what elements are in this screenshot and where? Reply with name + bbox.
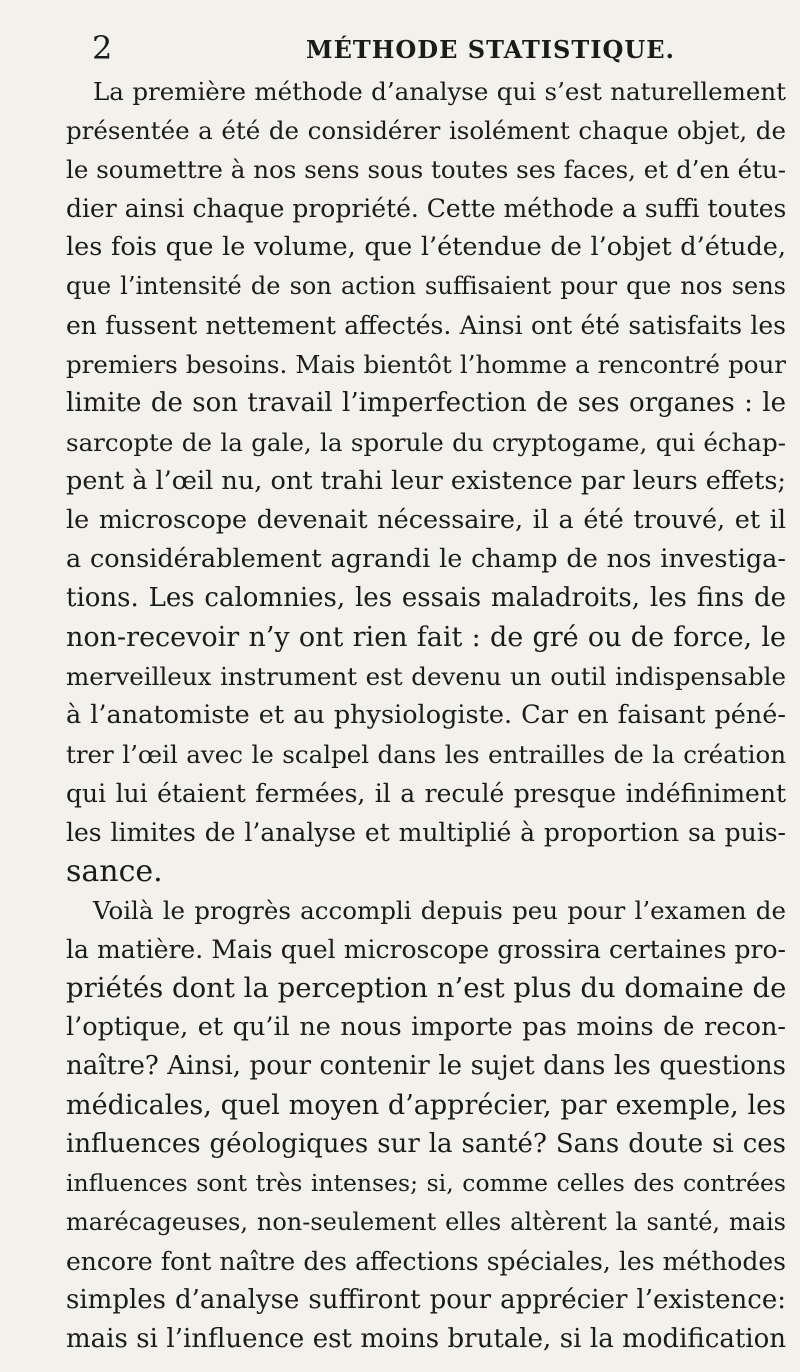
text-line: en fussent nettement affectés. Ainsi ont été satisfaits les: [66, 311, 786, 340]
text-line: a considérablement agrandi le champ de nos investiga-: [66, 544, 786, 574]
text-line: les limites de l’analyse et multiplié à proportion sa puis-: [66, 818, 786, 847]
text-line: non-recevoir n’y ont rien fait : de gré ou de force, le: [66, 622, 786, 653]
text-line: qui lui étaient fermées, il a reculé presque indéfiniment: [66, 779, 786, 808]
text-line: à l’anatomiste et au physiologiste. Car en faisant péné-: [66, 700, 786, 730]
page-header: [66, 28, 786, 68]
text-line: influences sont très intenses; si, comme celles des contrées: [66, 1169, 786, 1197]
text-line: présentée a été de considérer isolément chaque objet, de: [66, 116, 786, 145]
text-line: le soumettre à nos sens sous toutes ses faces, et d’en étu-: [66, 155, 786, 184]
text-line: influences géologiques sur la santé? Sans doute si ces: [66, 1129, 786, 1159]
text-line: simples d’analyse suffiront pour apprécier l’existence:: [66, 1285, 786, 1315]
body-text: [66, 72, 786, 1359]
text-line: premiers besoins. Mais bientôt l’homme a rencontré pour: [66, 350, 786, 379]
text-line: sarcopte de la gale, la sporule du cryptogame, qui échap-: [66, 428, 786, 457]
text-line: limite de son travail l’imperfection de ses organes : le: [66, 388, 786, 418]
text-line: tions. Les calomnies, les essais maladroits, les fins de: [66, 583, 786, 613]
text-line: trer l’œil avec le scalpel dans les entrailles de la création: [66, 740, 786, 769]
text-line: marécageuses, non-seulement elles altèrent la santé, mais: [66, 1208, 786, 1236]
text-line: la matière. Mais quel microscope grossira certaines pro-: [66, 935, 786, 964]
text-line: naître? Ainsi, pour contenir le sujet dans les questions: [66, 1051, 786, 1081]
text-line: les fois que le volume, que l’étendue de l’objet d’étude,: [66, 232, 786, 262]
text-line: l’optique, et qu’il ne nous importe pas moins de recon-: [66, 1012, 786, 1042]
text-line: dier ainsi chaque propriété. Cette méthode a suffi toutes: [66, 194, 787, 223]
running-title: MÉTHODE STATISTIQUE.: [306, 35, 675, 64]
page-number: 2: [92, 29, 113, 67]
text-line: encore font naître des affections spéciales, les méthodes: [66, 1247, 786, 1276]
text-line: le microscope devenait nécessaire, il a été trouvé, et il: [66, 505, 786, 535]
text-line: La première méthode d’analyse qui s’est naturellement: [93, 77, 786, 106]
text-line: Voilà le progrès accompli depuis peu pour l’examen de: [93, 896, 786, 925]
text-line: priétés dont la perception n’est plus du domaine de: [66, 972, 787, 1004]
text-line: sance.: [66, 854, 163, 889]
text-line: médicales, quel moyen d’apprécier, par exemple, les: [66, 1090, 786, 1121]
book-page: [66, 0, 786, 1372]
text-line: merveilleux instrument est devenu un outil indispensable: [66, 662, 786, 691]
text-line: pent à l’œil nu, ont trahi leur existence par leurs effets;: [66, 466, 786, 496]
text-line: mais si l’influence est moins brutale, si la modification: [66, 1324, 786, 1354]
text-line: que l’intensité de son action suffisaient pour que nos sens: [66, 272, 786, 300]
